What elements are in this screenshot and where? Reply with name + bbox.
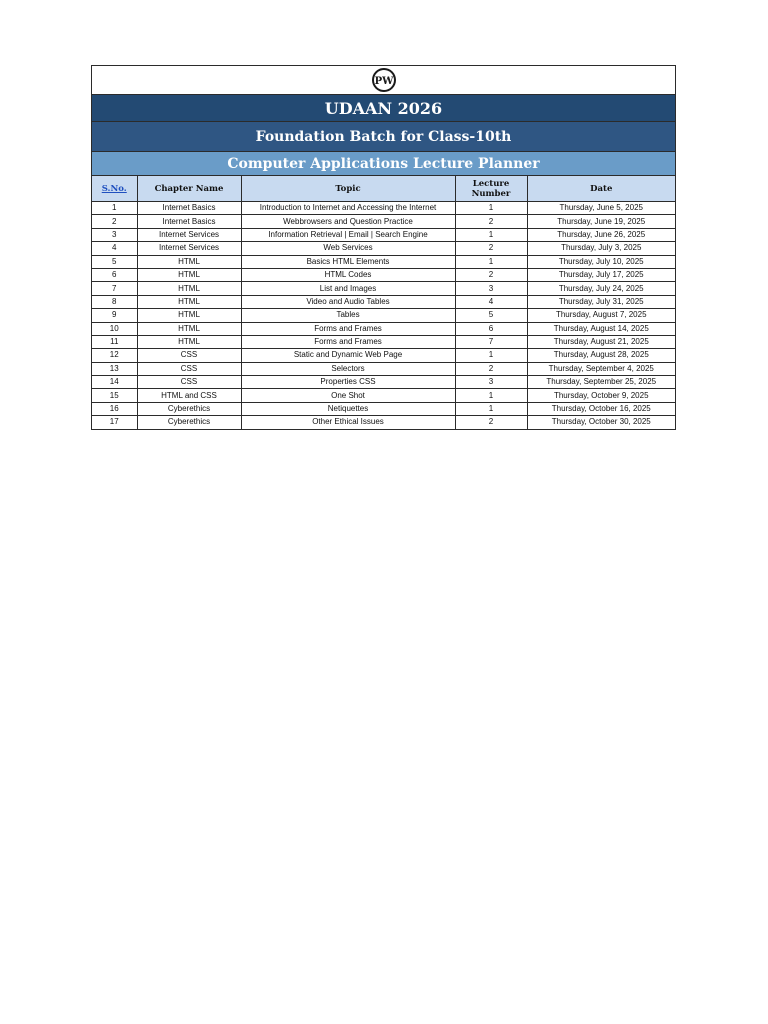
page-title: UDAAN 2026 [92,95,675,122]
chapter-cell: CSS [137,362,241,375]
topic-cell: Webbrowsers and Question Practice [241,215,455,228]
sno-cell: 14 [92,376,137,389]
sno-cell: 15 [92,389,137,402]
chapter-cell: HTML [137,282,241,295]
topic-cell: Web Services [241,242,455,255]
date-cell: Thursday, October 16, 2025 [527,402,675,415]
topic-cell: Forms and Frames [241,335,455,348]
table-row [92,416,675,429]
date-cell: Thursday, June 5, 2025 [527,202,675,215]
chapter-cell: Cyberethics [137,402,241,415]
topic-cell: Tables [241,309,455,322]
date-cell: Thursday, July 10, 2025 [527,255,675,268]
date-cell: Thursday, October 30, 2025 [527,416,675,429]
chapter-cell: HTML [137,322,241,335]
date-cell: Thursday, August 28, 2025 [527,349,675,362]
lecture-table [92,176,675,429]
lecture-cell: 1 [455,202,527,215]
date-cell: Thursday, August 14, 2025 [527,322,675,335]
topic-cell: Properties CSS [241,376,455,389]
date-cell: Thursday, October 9, 2025 [527,389,675,402]
chapter-cell: HTML [137,335,241,348]
topic-cell: One Shot [241,389,455,402]
chapter-cell: CSS [137,376,241,389]
sno-cell: 2 [92,215,137,228]
lecture-cell: 5 [455,309,527,322]
topic-cell: Introduction to Internet and Accessing the Internet [241,202,455,215]
lecture-cell: 2 [455,362,527,375]
sno-cell: 6 [92,268,137,281]
sno-cell: 3 [92,228,137,241]
lecture-column-header [455,176,527,202]
date-cell: Thursday, September 25, 2025 [527,376,675,389]
topic-cell: Video and Audio Tables [241,295,455,308]
pw-logo-icon [371,67,397,93]
topic-cell: Information Retrieval | Email | Search Engine [241,228,455,241]
chapter-cell: HTML [137,295,241,308]
sno-cell: 16 [92,402,137,415]
logo-text: PW [374,76,393,87]
topic-cell: Static and Dynamic Web Page [241,349,455,362]
date-cell: Thursday, July 31, 2025 [527,295,675,308]
date-cell: Thursday, July 24, 2025 [527,282,675,295]
table-row [92,215,675,228]
sno-cell: 13 [92,362,137,375]
table-row [92,389,675,402]
sno-cell: 12 [92,349,137,362]
topic-cell: List and Images [241,282,455,295]
table-row [92,295,675,308]
table-row [92,242,675,255]
chapter-cell: HTML [137,255,241,268]
lecture-header-line2: Number [471,188,511,199]
topic-cell: Forms and Frames [241,322,455,335]
sno-cell: 4 [92,242,137,255]
table-row [92,282,675,295]
sno-cell: 9 [92,309,137,322]
lecture-cell: 2 [455,242,527,255]
lecture-cell: 1 [455,228,527,241]
lecture-cell: 2 [455,215,527,228]
table-row [92,268,675,281]
lecture-cell: 2 [455,268,527,281]
sno-cell: 7 [92,282,137,295]
date-cell: Thursday, July 17, 2025 [527,268,675,281]
date-cell: Thursday, September 4, 2025 [527,362,675,375]
lecture-cell: 1 [455,255,527,268]
chapter-column-header: Chapter Name [137,176,241,202]
lecture-cell: 1 [455,349,527,362]
topic-cell: Selectors [241,362,455,375]
table-row [92,335,675,348]
chapter-cell: Internet Basics [137,215,241,228]
table-row [92,362,675,375]
chapter-cell: Internet Services [137,242,241,255]
lecture-cell: 7 [455,335,527,348]
chapter-cell: Cyberethics [137,416,241,429]
sno-cell: 1 [92,202,137,215]
lecture-cell: 3 [455,376,527,389]
table-header-row [92,176,675,202]
table-row [92,402,675,415]
table-row [92,309,675,322]
sno-column-header[interactable]: S.No. [92,176,137,202]
batch-subtitle: Foundation Batch for Class-10th [92,122,675,152]
sno-cell: 11 [92,335,137,348]
lecture-cell: 2 [455,416,527,429]
chapter-cell: Internet Services [137,228,241,241]
date-column-header: Date [527,176,675,202]
lecture-header-line1: Lecture [472,178,510,189]
table-row [92,322,675,335]
table-row [92,376,675,389]
topic-cell: HTML Codes [241,268,455,281]
table-row [92,202,675,215]
topic-cell: Other Ethical Issues [241,416,455,429]
sno-cell: 17 [92,416,137,429]
date-cell: Thursday, August 21, 2025 [527,335,675,348]
lecture-cell: 1 [455,389,527,402]
lecture-planner-sheet [91,65,676,430]
table-row [92,255,675,268]
chapter-cell: Internet Basics [137,202,241,215]
chapter-cell: HTML [137,309,241,322]
chapter-cell: HTML [137,268,241,281]
sno-cell: 8 [92,295,137,308]
planner-title: Computer Applications Lecture Planner [92,152,675,176]
sno-cell: 10 [92,322,137,335]
date-cell: Thursday, June 26, 2025 [527,228,675,241]
date-cell: Thursday, August 7, 2025 [527,309,675,322]
lecture-cell: 4 [455,295,527,308]
lecture-cell: 1 [455,402,527,415]
table-row [92,349,675,362]
chapter-cell: CSS [137,349,241,362]
lecture-cell: 3 [455,282,527,295]
table-row [92,228,675,241]
chapter-cell: HTML and CSS [137,389,241,402]
lecture-cell: 6 [455,322,527,335]
date-cell: Thursday, June 19, 2025 [527,215,675,228]
sno-cell: 5 [92,255,137,268]
topic-column-header: Topic [241,176,455,202]
topic-cell: Netiquettes [241,402,455,415]
date-cell: Thursday, July 3, 2025 [527,242,675,255]
topic-cell: Basics HTML Elements [241,255,455,268]
logo-row [92,66,675,95]
